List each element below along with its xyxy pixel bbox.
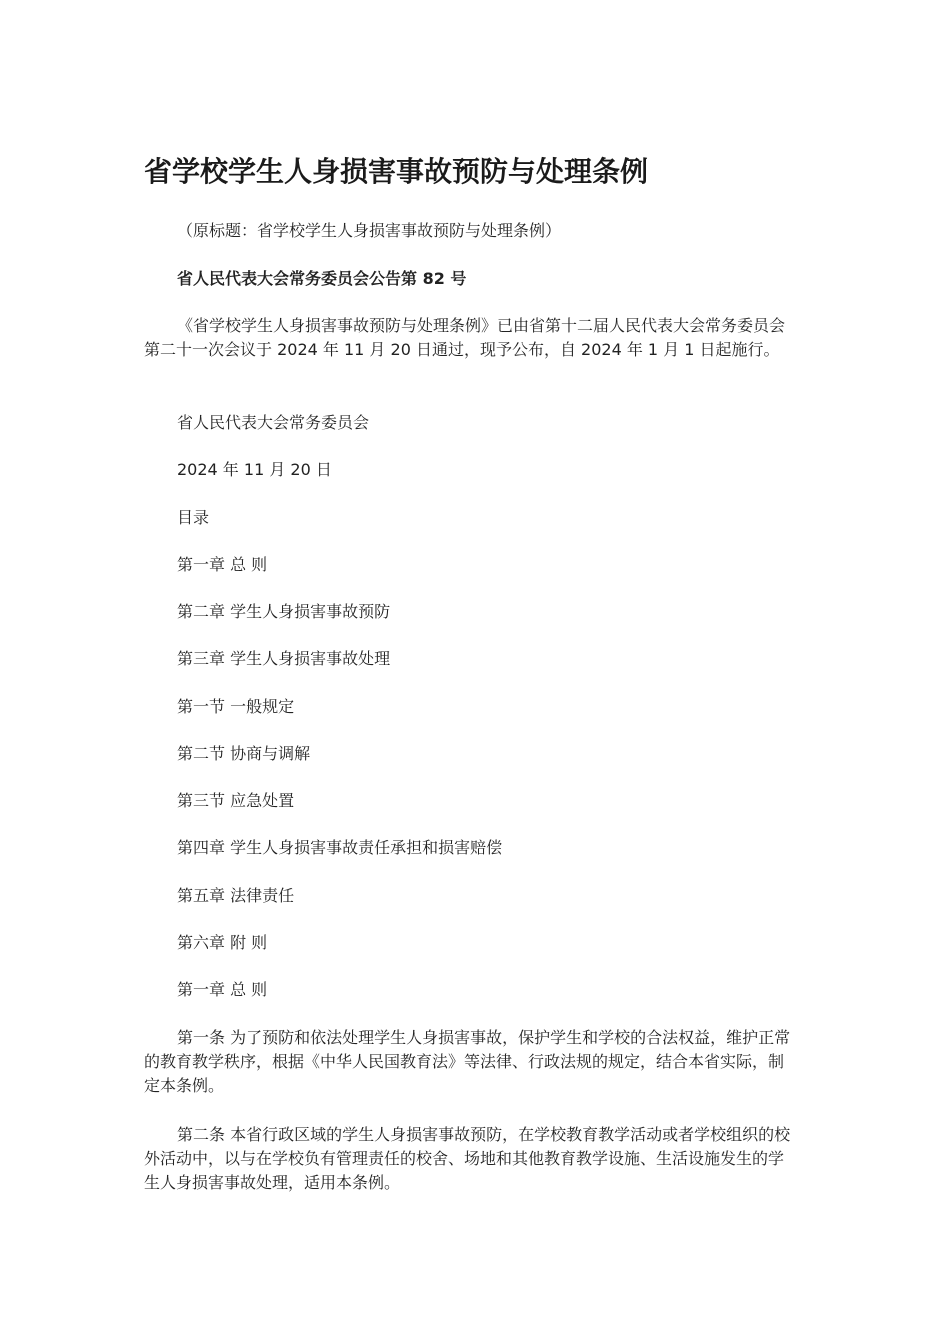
toc-item: 第五章 法律责任 [177,886,295,905]
date-line: 2024 年 11 月 20 日 [177,460,332,479]
toc-item: 第六章 附 则 [177,933,268,952]
toc-item: 第一节 一般规定 [177,697,295,716]
toc-item: 第三章 学生人身损害事故处理 [177,649,391,668]
article-1: 第一条 为了预防和依法处理学生人身损害事故，保护学生和学校的合法权益，维护正常的教育教学秩序，根据《中华人民国教育法》等法律、行政法规的规定，结合本省实际，制定本条例。 [144,1028,791,1095]
chapter-heading: 第一章 总 则 [177,980,268,999]
toc-item: 第三节 应急处置 [177,791,295,810]
article-2: 第二条 本省行政区域的学生人身损害事故预防，在学校教育教学活动或者学校组织的校外活动中，以与在学校负有管理责任的校舍、场地和其他教育教学设施、生活设施发生的学生人身损害事故处理，适用本条例。 [144,1125,791,1192]
toc-item: 第二章 学生人身损害事故预防 [177,602,391,621]
announcement-body: 《省学校学生人身损害事故预防与处理条例》已由省第十二届人民代表大会常务委员会第二十一次会议于 2024 年 11 月 20 日通过，现予公布，自 2024 年 1 月 1 日起施行。 [144,316,786,359]
toc-item: 第二节 协商与调解 [177,744,311,763]
issuer-line: 省人民代表大会常务委员会 [177,413,370,432]
toc-item: 第一章 总 则 [177,555,268,574]
announcement-heading: 省人民代表大会常务委员会公告第 82 号 [177,269,467,288]
original-title-note: （原标题：省学校学生人身损害事故预防与处理条例） [177,221,562,240]
toc-item: 第四章 学生人身损害事故责任承担和损害赔偿 [177,838,503,857]
document-title: 省学校学生人身损害事故预防与处理条例 [144,155,649,188]
toc-heading: 目录 [177,508,210,527]
